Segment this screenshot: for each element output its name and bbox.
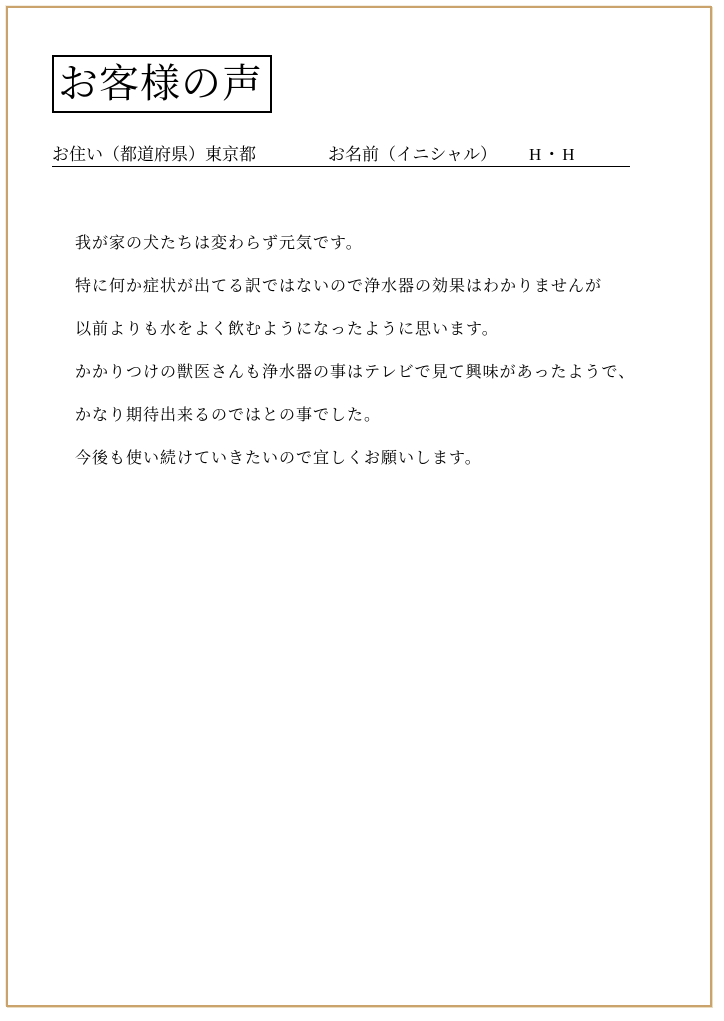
body-text <box>75 222 675 480</box>
residence-value: 東京都 <box>205 145 256 164</box>
body-line: 我が家の犬たちは変わらず元気です。 <box>75 235 363 252</box>
name-label: お名前（イニシャル） <box>328 145 497 164</box>
residence-label: お住い（都道府県） <box>52 145 205 164</box>
page-title: お客様の声 <box>58 61 263 106</box>
name-value: H・H <box>528 145 577 164</box>
body-line: かなり期待出来るのではとの事でした。 <box>75 407 382 424</box>
body-line: 今後も使い続けていきたいので宜しくお願いします。 <box>75 450 482 467</box>
meta-row <box>52 145 630 167</box>
body-line: 以前よりも水をよく飲むようになったように思います。 <box>75 321 499 338</box>
body-line: 特に何か症状が出てる訳ではないので浄水器の効果はわかりませんが <box>75 278 603 295</box>
title-box <box>52 55 272 113</box>
body-line: かかりつけの獣医さんも浄水器の事はテレビで見て興味があったようで、 <box>75 364 636 381</box>
